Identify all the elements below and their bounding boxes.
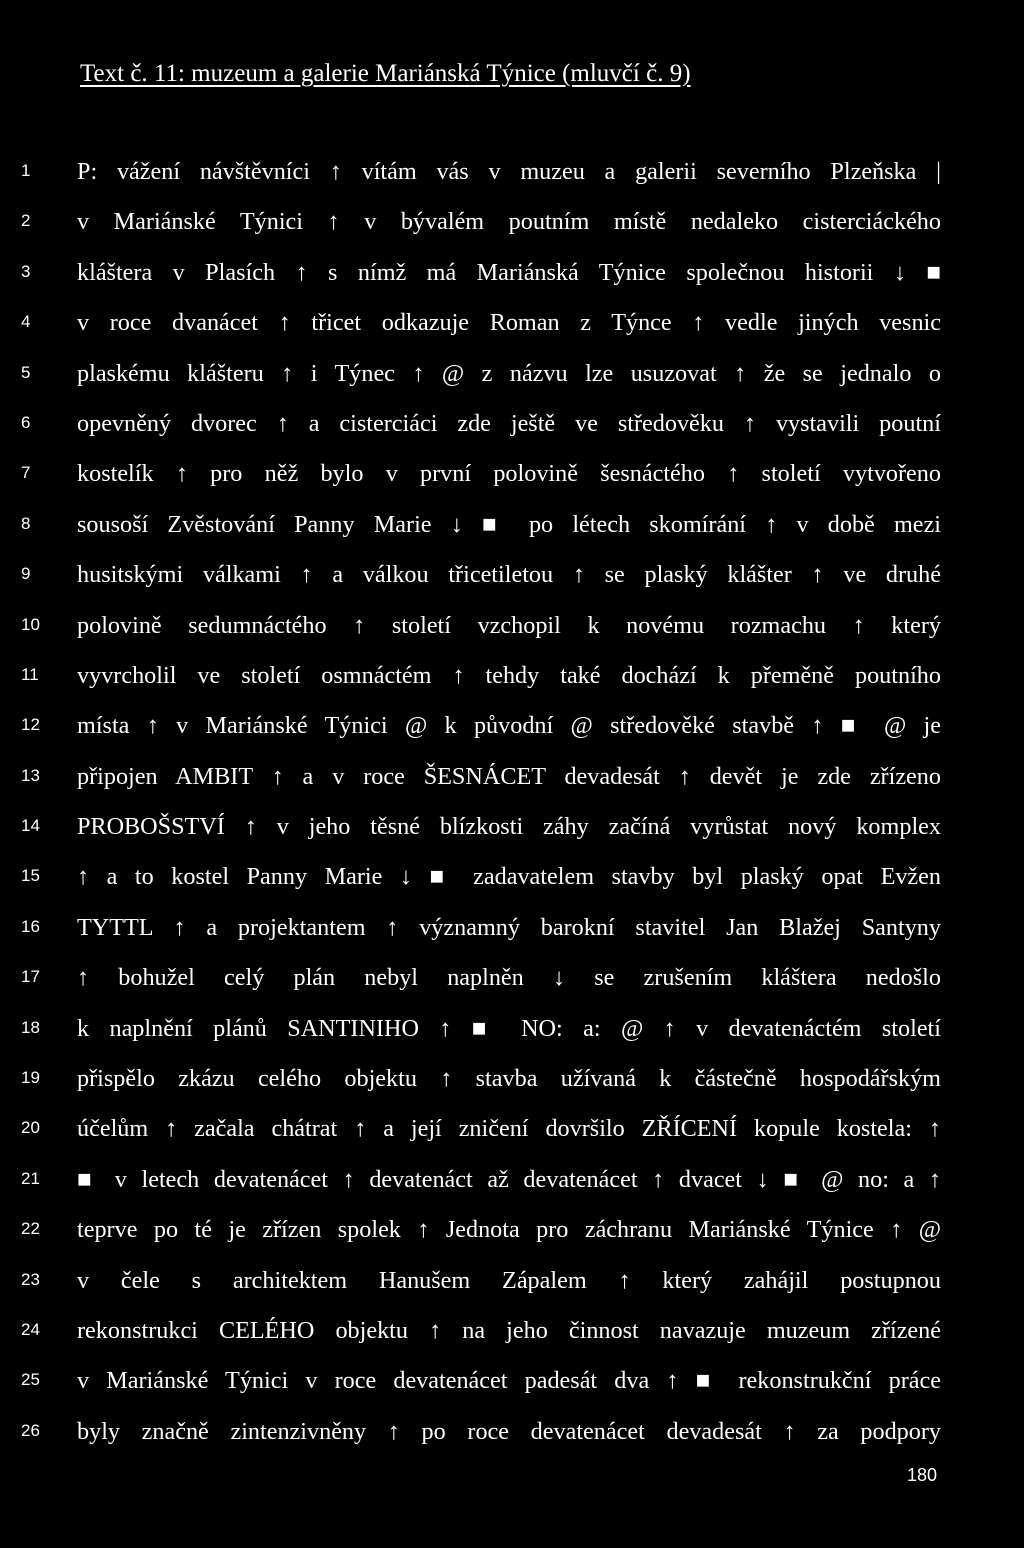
line-number: 8: [21, 513, 31, 533]
line-text: polovině sedumnáctého ↑ století vzchopil k novému rozmachu ↑ který: [77, 611, 941, 639]
line-number: 11: [21, 664, 39, 684]
line-text: k naplnění plánů SANTINIHO ↑ ■ NO: a: @ ↑ v devatenáctém století: [77, 1014, 941, 1042]
line-text: PROBOŠSTVÍ ↑ v jeho těsné blízkosti záhy začíná vyrůstat nový komplex: [77, 813, 941, 841]
line-text: kláštera v Plasích ↑ s nímž má Mariánská Týnice společnou historii ↓ ■: [77, 258, 941, 286]
line-text: připojen AMBIT ↑ a v roce ŠESNÁCET devadesát ↑ devět je zde zřízeno: [77, 762, 941, 790]
line-number: 19: [21, 1068, 40, 1088]
line-number: 7: [21, 463, 31, 483]
line-text: místa ↑ v Mariánské Týnici @ k původní @ středověké stavbě ↑ ■ @ je: [77, 712, 941, 740]
line-text: ↑ a to kostel Panny Marie ↓ ■ zadavatelem stavby byl plaský opat Evžen: [77, 863, 941, 891]
line-text: byly značně zintenzivněny ↑ po roce devatenácet devadesát ↑ za podpory: [77, 1417, 941, 1445]
line-number: 23: [21, 1269, 40, 1289]
line-text: v Mariánské Týnici v roce devatenácet padesát dva ↑ ■ rekonstrukční práce: [77, 1367, 941, 1395]
transcript-line: [0, 1261, 1024, 1311]
line-number: 10: [21, 614, 40, 634]
line-number: 13: [21, 765, 40, 785]
line-number: 5: [21, 362, 31, 382]
page-number: 180: [907, 1465, 938, 1485]
line-number: 9: [21, 564, 31, 584]
line-text: ↑ bohužel celý plán nebyl naplněn ↓ se zrušením kláštera nedošlo: [77, 964, 941, 992]
transcript-line: [0, 152, 1024, 202]
transcript-line: [0, 555, 1024, 605]
line-number: 15: [21, 866, 40, 886]
line-number: 6: [21, 412, 31, 432]
line-text: plaskému klášteru ↑ i Týnec ↑ @ z názvu lze usuzovat ↑ že se jednalo o: [77, 359, 941, 387]
transcript-line: [0, 1361, 1024, 1411]
line-text: husitskými válkami ↑ a válkou třicetiletou ↑ se plaský klášter ↑ ve druhé: [77, 561, 941, 589]
line-text: P: vážení návštěvníci ↑ vítám vás v muzeu a galerii severního Plzeňska |: [77, 158, 941, 185]
transcript-line: [0, 202, 1024, 252]
transcript-line: [0, 1109, 1024, 1159]
line-number: 25: [21, 1370, 40, 1390]
transcript-line: [0, 1009, 1024, 1059]
line-number: 3: [21, 261, 31, 281]
line-text: v roce dvanácet ↑ třicet odkazuje Roman z Týnce ↑ vedle jiných vesnic: [77, 309, 941, 337]
line-number: 22: [21, 1219, 40, 1239]
line-number: 1: [21, 161, 31, 180]
transcript-line: [0, 1311, 1024, 1361]
line-number: 16: [21, 916, 40, 936]
transcript-line: [0, 908, 1024, 958]
transcript-line: [0, 958, 1024, 1008]
line-text: TYTTL ↑ a projektantem ↑ významný barokní stavitel Jan Blažej Santyny: [77, 913, 941, 941]
transcript-lines: [0, 152, 1024, 1462]
line-text: kostelík ↑ pro něž bylo v první polovině šesnáctého ↑ století vytvořeno: [77, 460, 941, 488]
line-number: 12: [21, 715, 40, 735]
line-text: ■ v letech devatenácet ↑ devatenáct až devatenácet ↑ dvacet ↓ ■ @ no: a ↑: [77, 1165, 941, 1193]
line-number: 18: [21, 1017, 40, 1037]
line-number: 21: [21, 1168, 40, 1188]
transcript-line: [0, 656, 1024, 706]
transcript-line: [0, 253, 1024, 303]
line-text: teprve po té je zřízen spolek ↑ Jednota pro záchranu Mariánské Týnice ↑ @: [77, 1216, 941, 1244]
transcript-line: [0, 404, 1024, 454]
transcript-line: [0, 757, 1024, 807]
line-number: 20: [21, 1118, 40, 1138]
transcript-line: [0, 1059, 1024, 1109]
line-text: účelům ↑ začala chátrat ↑ a její zničení dovršilo ZŘÍCENÍ kopule kostela: ↑: [77, 1115, 941, 1143]
line-number: 24: [21, 1319, 40, 1339]
transcript-line: [0, 354, 1024, 404]
line-text: v Mariánské Týnici ↑ v bývalém poutním místě nedaleko cisterciáckého: [77, 208, 941, 236]
transcript-line: [0, 1160, 1024, 1210]
transcript-line: [0, 505, 1024, 555]
line-text: přispělo zkázu celého objektu ↑ stavba užívaná k částečně hospodářským: [77, 1065, 941, 1093]
transcript-line: [0, 606, 1024, 656]
transcript-line: [0, 454, 1024, 504]
line-number: 2: [21, 211, 31, 231]
document-title: Text č. 11: muzeum a galerie Mariánská Týnice (mluvčí č. 9): [80, 60, 691, 87]
line-text: v čele s architektem Hanušem Zápalem ↑ který zahájil postupnou: [77, 1266, 941, 1294]
transcript-line: [0, 807, 1024, 857]
transcript-line: [0, 706, 1024, 756]
line-number: 26: [21, 1420, 40, 1440]
line-number: 17: [21, 967, 40, 987]
transcript-line: [0, 1412, 1024, 1462]
transcript-line: [0, 1210, 1024, 1260]
transcript-line: [0, 303, 1024, 353]
line-number: 14: [21, 816, 40, 836]
line-text: rekonstrukci CELÉHO objektu ↑ na jeho činnost navazuje muzeum zřízené: [77, 1316, 941, 1344]
line-text: opevněný dvorec ↑ a cisterciáci zde ještě ve středověku ↑ vystavili poutní: [77, 409, 941, 437]
line-text: vyvrcholil ve století osmnáctém ↑ tehdy také dochází k přeměně poutního: [77, 661, 941, 689]
transcript-line: [0, 857, 1024, 907]
line-number: 4: [21, 312, 31, 332]
line-text: sousoší Zvěstování Panny Marie ↓ ■ po létech skomírání ↑ v době mezi: [77, 510, 941, 538]
